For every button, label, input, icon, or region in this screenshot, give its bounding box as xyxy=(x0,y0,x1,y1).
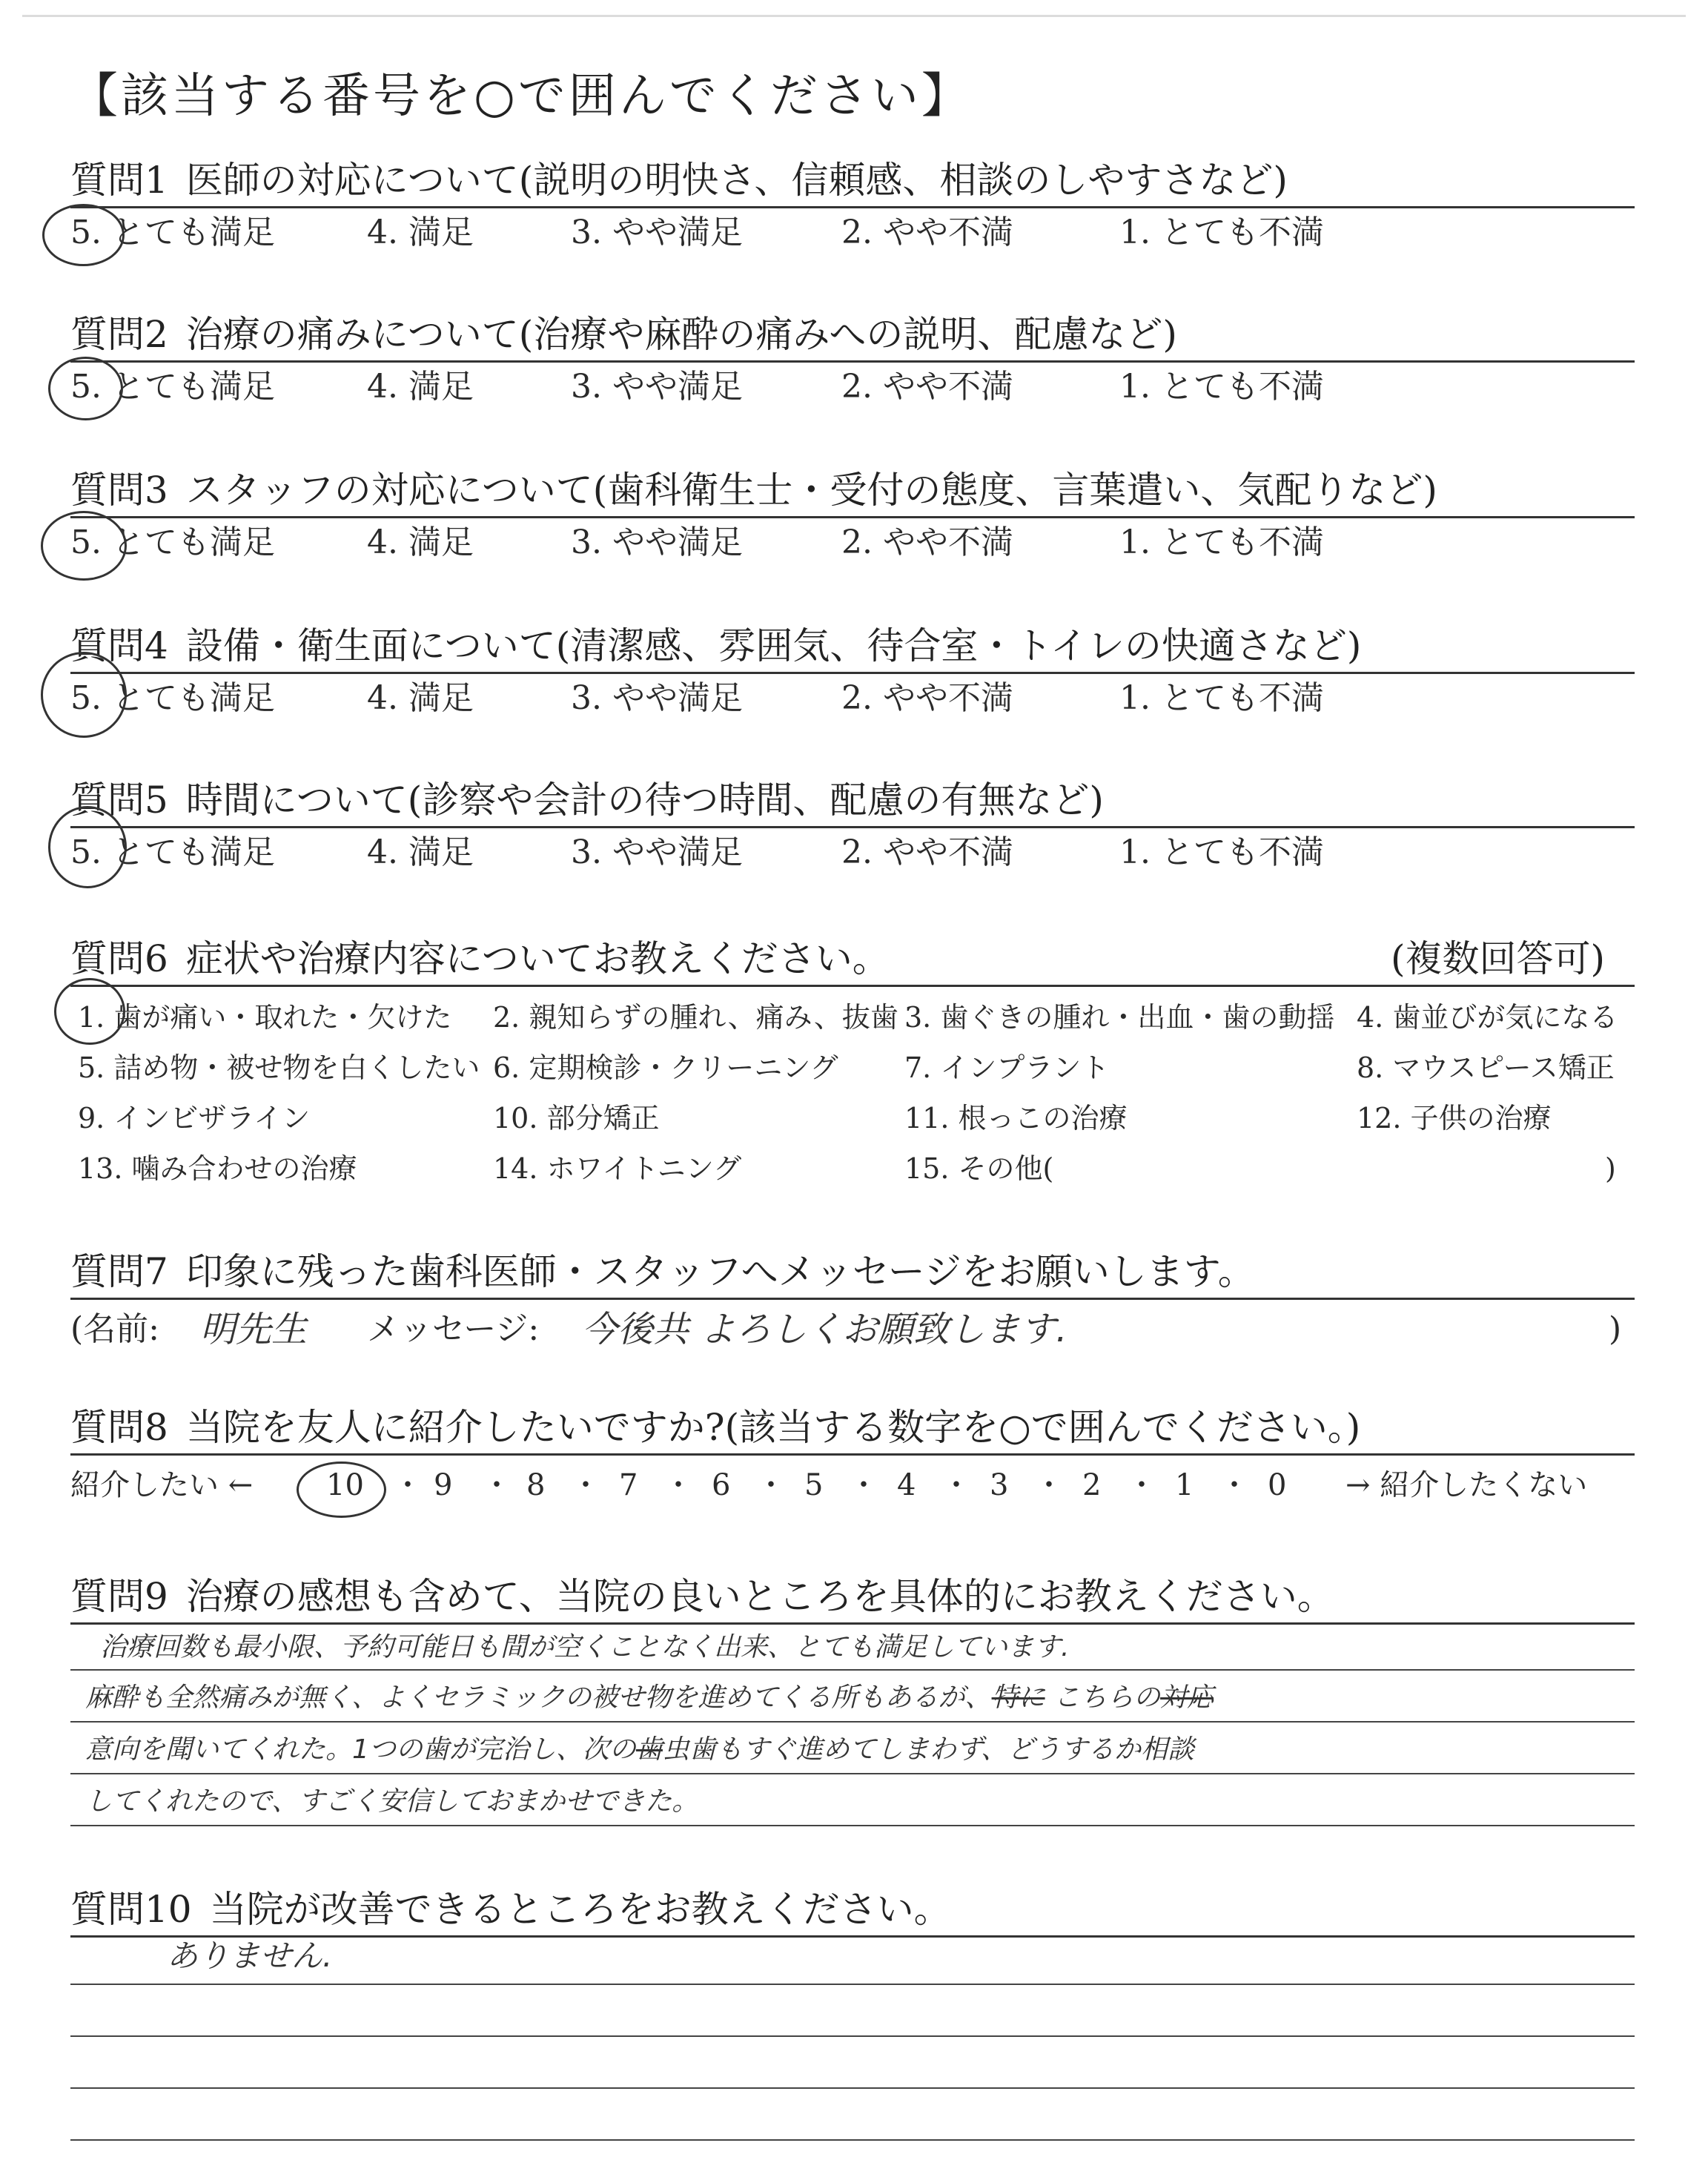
q6-item-14[interactable]: 14. ホワイトニング xyxy=(493,1152,742,1185)
q5-title: 時間について(診察や会計の待つ時間、配慮の有無など) xyxy=(185,779,1104,822)
q8-score-3[interactable]: 3 xyxy=(990,1468,1009,1502)
q6-selected-circle xyxy=(54,978,125,1045)
q8-score-1[interactable]: 1 xyxy=(1175,1468,1194,1502)
q6-item-13[interactable]: 13. 噛み合わせの治療 xyxy=(78,1152,357,1185)
q8-selected-circle xyxy=(297,1462,386,1518)
question-2 xyxy=(70,308,1635,412)
q1-number: 質問1 xyxy=(70,159,168,202)
q4-option-2[interactable]: 2. やや不満 xyxy=(841,679,1013,717)
q9-answer-line-4[interactable]: してくれたので、すごく安信しておまかせできた。 xyxy=(85,1786,699,1817)
q8-score-7[interactable]: 7 xyxy=(619,1468,638,1502)
q6-item-10[interactable]: 10. 部分矯正 xyxy=(493,1102,660,1135)
q8-score-6[interactable]: 6 xyxy=(712,1468,731,1502)
q6-item-8[interactable]: 8. マウスピース矯正 xyxy=(1357,1051,1615,1084)
q1-option-1[interactable]: 1. とても不満 xyxy=(1119,214,1324,251)
q9-title: 治療の感想も含めて、当院の良いところを具体的にお教えください。 xyxy=(185,1575,1334,1618)
q1-option-3[interactable]: 3. やや満足 xyxy=(571,214,743,251)
q7-number: 質問7 xyxy=(70,1250,168,1293)
form-header: 【該当する番号を○で囲んでください】 xyxy=(70,69,972,124)
q7-title: 印象に残った歯科医師・スタッフへメッセージをお願いします。 xyxy=(185,1250,1255,1293)
q3-option-3[interactable]: 3. やや満足 xyxy=(571,524,743,561)
q8-title: 当院を友人に紹介したいですか?(該当する数字を○で囲んでください。) xyxy=(185,1406,1361,1449)
q5-option-5[interactable]: 5. とても満足 xyxy=(70,833,275,871)
question-7 xyxy=(70,1246,1635,1359)
q2-option-5[interactable]: 5. とても満足 xyxy=(70,368,275,406)
q9-strike-3: 歯 xyxy=(635,1734,663,1765)
q6-item-5[interactable]: 5. 詰め物・被せ物を白くしたい xyxy=(78,1051,480,1084)
q2-option-3[interactable]: 3. やや満足 xyxy=(571,368,743,406)
q8-score-2[interactable]: 2 xyxy=(1082,1468,1102,1502)
q4-option-5[interactable]: 5. とても満足 xyxy=(70,679,275,717)
q6-item-9[interactable]: 9. インビザライン xyxy=(78,1102,311,1135)
q6-item-15-close: ) xyxy=(1605,1152,1616,1185)
q9-answer-line-1[interactable]: 治療回数も最小限、予約可能日も間が空くことなく出来、とても満足しています. xyxy=(100,1632,1070,1662)
q6-item-11[interactable]: 11. 根っこの治療 xyxy=(904,1102,1128,1135)
q3-option-2[interactable]: 2. やや不満 xyxy=(841,524,1013,561)
q7-close-paren: ) xyxy=(1609,1310,1622,1348)
q5-number: 質問5 xyxy=(70,779,168,822)
q10-title: 当院が改善できるところをお教えください。 xyxy=(209,1888,951,1931)
q4-title: 設備・衛生面について(清潔感、雰囲気、待合室・トイレの快適さなど) xyxy=(185,624,1362,667)
q8-score-8[interactable]: 8 xyxy=(526,1468,546,1502)
q8-score-10[interactable]: 10 xyxy=(326,1468,364,1502)
q2-option-2[interactable]: 2. やや不満 xyxy=(841,368,1013,406)
question-5 xyxy=(70,774,1635,877)
q3-option-4[interactable]: 4. 満足 xyxy=(367,524,474,561)
q4-option-1[interactable]: 1. とても不満 xyxy=(1119,679,1324,717)
q8-score-4[interactable]: 4 xyxy=(897,1468,916,1502)
q5-option-2[interactable]: 2. やや不満 xyxy=(841,833,1013,871)
q7-name-label: (名前: xyxy=(70,1310,159,1348)
q3-title: スタッフの対応について(歯科衛生士・受付の態度、言葉遣い、気配りなど) xyxy=(185,469,1437,512)
q5-option-4[interactable]: 4. 満足 xyxy=(367,833,474,871)
q5-option-3[interactable]: 3. やや満足 xyxy=(571,833,743,871)
q6-item-7[interactable]: 7. インプラント xyxy=(904,1051,1110,1084)
q6-item-15[interactable]: 15. その他( xyxy=(904,1152,1054,1185)
q3-option-5[interactable]: 5. とても満足 xyxy=(70,524,275,561)
q4-option-4[interactable]: 4. 満足 xyxy=(367,679,474,717)
question-8: 質問8 当院を友人に紹介したいですか?(該当する数字を○で囲んでください。) 紹介したい ← 10 ・ 9 ・ 8 ・ 7 ・ 6 ・ 5 ・ 4 ・ 3 ・ 2 ・ 1 ・ 0 → 紹介したくない xyxy=(70,1401,1635,1515)
q8-right-label: → 紹介したくない xyxy=(1345,1468,1588,1502)
q9-answer-line-3[interactable]: 意向を聞いてくれた。1つの歯が完治し、次の歯虫歯もすぐ進めてしまわず、どうするか相談 xyxy=(85,1734,1195,1765)
q9-strike-2: 対応 xyxy=(1160,1682,1214,1713)
q4-number: 質問4 xyxy=(70,624,168,667)
q1-option-4[interactable]: 4. 満足 xyxy=(367,214,474,251)
q1-title: 医師の対応について(説明の明快さ、信頼感、相談のしやすさなど) xyxy=(185,159,1288,202)
q2-option-1[interactable]: 1. とても不満 xyxy=(1119,368,1324,406)
q2-option-4[interactable]: 4. 満足 xyxy=(367,368,474,406)
q7-message-value[interactable]: 今後共 よろしくお願致します. xyxy=(582,1309,1068,1350)
q5-option-1[interactable]: 1. とても不満 xyxy=(1119,833,1324,871)
q8-score-9[interactable]: 9 xyxy=(434,1468,453,1502)
q6-item-3[interactable]: 3. 歯ぐきの腫れ・出血・歯の動揺 xyxy=(904,1001,1335,1034)
q9-answer-line-2[interactable]: 麻酔も全然痛みが無く、よくセラミックの被せ物を進めてくる所もあるが、特に こちらの対応 xyxy=(85,1682,1214,1713)
q4-option-3[interactable]: 3. やや満足 xyxy=(571,679,743,717)
q10-answer[interactable]: ありません. xyxy=(167,1938,333,1974)
q2-number: 質問2 xyxy=(70,313,168,356)
q1-option-2[interactable]: 2. やや不満 xyxy=(841,214,1013,251)
q8-number: 質問8 xyxy=(70,1406,168,1449)
q2-selected-circle xyxy=(48,357,123,420)
q6-number: 質問6 xyxy=(70,937,168,980)
q5-selected-circle xyxy=(48,806,127,888)
q6-item-6[interactable]: 6. 定期検診・クリーニング xyxy=(493,1051,838,1084)
q8-score-0[interactable]: 0 xyxy=(1268,1468,1287,1502)
question-10 xyxy=(70,1883,1635,2160)
q2-title: 治療の痛みについて(治療や麻酔の痛みへの説明、配慮など) xyxy=(185,313,1177,356)
q9-number: 質問9 xyxy=(70,1575,168,1618)
q6-item-4[interactable]: 4. 歯並びが気になる xyxy=(1357,1001,1618,1034)
q7-name-value[interactable]: 明先生 xyxy=(200,1309,308,1350)
question-4 xyxy=(70,620,1635,723)
q6-title: 症状や治療内容についてお教えください。 xyxy=(185,937,890,980)
q4-selected-circle xyxy=(41,652,127,738)
q10-number: 質問10 xyxy=(70,1888,192,1931)
q8-score-5[interactable]: 5 xyxy=(804,1468,824,1502)
q7-message-label: メッセージ: xyxy=(367,1310,540,1348)
q1-selected-circle xyxy=(42,204,125,266)
q9-strike-1: 特に xyxy=(991,1682,1045,1713)
question-3 xyxy=(70,464,1635,567)
q6-item-1[interactable]: 1. 歯が痛い・取れた・欠けた xyxy=(78,1001,452,1034)
question-1 xyxy=(70,154,1635,257)
q3-option-1[interactable]: 1. とても不満 xyxy=(1119,524,1324,561)
q3-selected-circle xyxy=(41,511,127,581)
q3-number: 質問3 xyxy=(70,469,168,512)
scan-border xyxy=(22,15,1686,17)
q1-option-5[interactable]: 5. とても満足 xyxy=(70,214,275,251)
q6-item-12[interactable]: 12. 子供の治療 xyxy=(1357,1102,1552,1135)
question-9 xyxy=(70,1571,1635,1832)
q8-left-label: 紹介したい ← xyxy=(70,1468,254,1502)
q6-note: (複数回答可) xyxy=(1390,937,1605,980)
question-6 xyxy=(70,933,1635,1202)
q6-item-2[interactable]: 2. 親知らずの腫れ、痛み、抜歯 xyxy=(493,1001,898,1034)
